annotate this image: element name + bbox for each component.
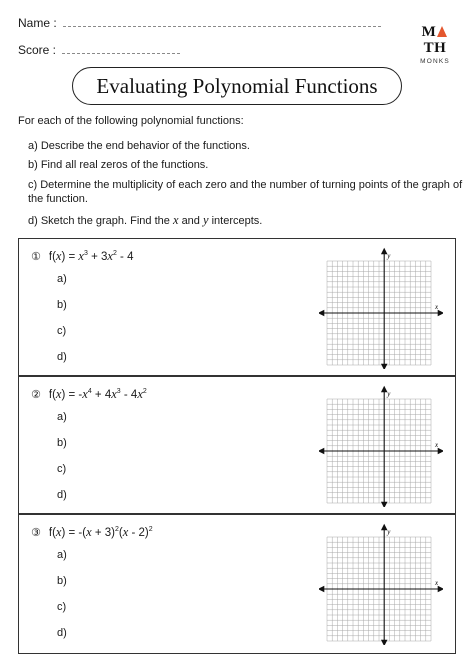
problem-number: ③ xyxy=(31,527,41,539)
coordinate-grid[interactable] xyxy=(319,247,443,369)
expression-term: + 4 xyxy=(91,389,112,401)
answer-part-a: a) xyxy=(57,411,67,423)
function-name: f( xyxy=(48,389,56,401)
instructions-intro: For each of the following polynomial functions: xyxy=(18,115,244,127)
expression-term: 2 xyxy=(148,526,153,534)
answer-part-d: d) xyxy=(57,489,67,501)
expression-term: + 3 xyxy=(87,251,108,263)
problem-box-2 xyxy=(18,376,456,514)
instruction-d-suffix: intercepts. xyxy=(211,215,263,227)
page-title: Evaluating Polynomial Functions xyxy=(96,73,378,98)
problem-number: ① xyxy=(31,251,41,263)
expression-term: 2 xyxy=(114,526,119,534)
title-box xyxy=(72,67,402,105)
instruction-d-prefix: d) Sketch the graph. Find the xyxy=(28,215,170,227)
expression-term: x xyxy=(111,387,117,401)
expression-term: - 4 xyxy=(120,389,138,401)
function-equals: ) = xyxy=(61,251,79,263)
expression-term: - xyxy=(78,389,83,401)
expression-term: x xyxy=(82,387,88,401)
expression-term: x xyxy=(137,387,143,401)
triangle-icon xyxy=(437,26,447,37)
score-field[interactable] xyxy=(18,43,180,57)
expression-term: x xyxy=(78,249,84,263)
name-field[interactable] xyxy=(18,16,381,30)
answer-part-a: a) xyxy=(57,273,67,285)
y-axis-label: y xyxy=(387,390,391,398)
answer-part-c: c) xyxy=(57,601,67,613)
function-expression xyxy=(49,525,153,540)
y-axis-label: y xyxy=(387,528,391,536)
answer-part-d: d) xyxy=(57,351,67,363)
problem-header xyxy=(31,387,147,402)
coordinate-grid[interactable] xyxy=(319,385,443,507)
function-variable: x xyxy=(55,387,62,401)
problem-number: ② xyxy=(31,389,41,401)
instruction-a: a) Describe the end behavior of the functions. xyxy=(28,140,250,152)
answer-part-c: c) xyxy=(57,325,67,337)
instruction-d-x: x xyxy=(172,213,179,227)
expression-term: 3 xyxy=(83,250,88,258)
expression-term: ( xyxy=(118,527,123,539)
expression-term: x xyxy=(122,525,129,539)
instruction-d-and: and xyxy=(181,215,200,227)
name-line[interactable] xyxy=(63,26,381,27)
function-variable: x xyxy=(55,249,62,263)
expression-term: x xyxy=(86,525,92,539)
answer-part-b: b) xyxy=(57,437,67,449)
function-equals: ) = xyxy=(61,389,79,401)
logo-right: TH xyxy=(423,40,447,56)
x-axis-label: x xyxy=(435,579,439,587)
x-axis-label: x xyxy=(435,303,439,311)
problem-header xyxy=(31,249,133,264)
x-axis-label: x xyxy=(435,441,439,449)
answer-part-c: c) xyxy=(57,463,67,475)
expression-term: 3 xyxy=(116,388,121,396)
answer-part-a: a) xyxy=(57,549,67,561)
function-expression xyxy=(49,249,134,264)
instruction-d xyxy=(28,213,464,228)
logo-left: M xyxy=(421,24,437,40)
function-equals: ) = xyxy=(61,527,79,539)
function-name: f( xyxy=(48,527,56,539)
instruction-d-y: y xyxy=(202,213,209,227)
expression-term: 4 xyxy=(87,388,92,396)
answer-part-b: b) xyxy=(57,299,67,311)
answer-part-b: b) xyxy=(57,575,67,587)
expression-term: - 4 xyxy=(116,251,134,263)
expression-term: + 3) xyxy=(91,527,115,539)
function-name: f( xyxy=(48,251,56,263)
name-label: Name : xyxy=(18,16,57,30)
instruction-c: c) Determine the multiplicity of each zero and the number of turning points of the graph of the function. xyxy=(28,179,463,205)
math-monks-logo xyxy=(414,24,456,64)
coordinate-grid[interactable] xyxy=(319,523,443,645)
logo-sub: MONKS xyxy=(420,58,450,65)
problem-header xyxy=(31,525,153,540)
problem-box-3 xyxy=(18,514,456,654)
expression-term: -( xyxy=(78,527,87,539)
problem-box-1 xyxy=(18,238,456,376)
expression-term: - 2) xyxy=(128,527,149,539)
score-label: Score : xyxy=(18,43,57,57)
expression-term: 2 xyxy=(112,250,117,258)
y-axis-label: y xyxy=(387,252,391,260)
answer-part-d: d) xyxy=(57,627,67,639)
function-expression xyxy=(49,387,147,402)
expression-term: 2 xyxy=(142,388,147,396)
instruction-b: b) Find all real zeros of the functions. xyxy=(28,159,209,171)
score-line[interactable] xyxy=(62,53,180,54)
function-variable: x xyxy=(55,525,62,539)
expression-term: x xyxy=(107,249,113,263)
